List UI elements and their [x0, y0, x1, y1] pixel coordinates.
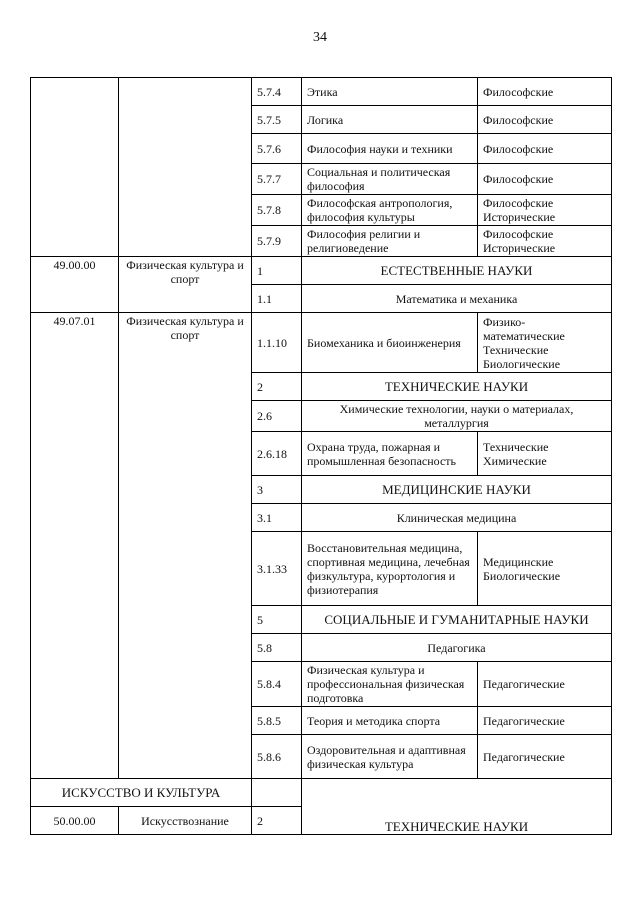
science-name: Оздоровительная и адаптивная физическая культура — [302, 735, 478, 779]
section-code: 3.1 — [252, 504, 302, 532]
table-row — [31, 257, 612, 285]
section-title: Химические технологии, науки о материалах, металлургия — [302, 401, 612, 432]
science-code: 5.7.4 — [252, 78, 302, 106]
section-title: СОЦИАЛЬНЫЕ И ГУМАНИТАРНЫЕ НАУКИ — [302, 606, 612, 634]
table-row — [31, 313, 612, 373]
science-branch: Философские — [478, 106, 612, 134]
science-branch: Технические Химические — [478, 432, 612, 476]
science-branch: Физико-математические Технические Биологические — [478, 313, 612, 373]
section-code: 2 — [252, 373, 302, 401]
science-code: 1.1.10 — [252, 313, 302, 373]
section-code: 2 — [252, 807, 302, 835]
science-branch: Философские — [478, 164, 612, 195]
specialty-name: Искусствознание — [119, 807, 252, 835]
specialty-code: 50.00.00 — [31, 807, 119, 835]
section-title: ТЕХНИЧЕСКИЕ НАУКИ — [302, 779, 612, 835]
specialties-table — [30, 77, 612, 835]
science-code: 5.7.5 — [252, 106, 302, 134]
table-row — [31, 779, 612, 807]
specialty-name: Физическая культура и спорт — [119, 257, 252, 313]
section-title: Клиническая медицина — [302, 504, 612, 532]
science-name: Философская антропология, философия культуры — [302, 195, 478, 226]
science-branch: Философские — [478, 78, 612, 106]
section-title: МЕДИЦИНСКИЕ НАУКИ — [302, 476, 612, 504]
science-name: Логика — [302, 106, 478, 134]
science-name: Социальная и политическая философия — [302, 164, 478, 195]
specialty-name: Физическая культура и спорт — [119, 313, 252, 779]
science-name: Восстановительная медицина, спортивная медицина, лечебная физкультура, курортология и физиотерапия — [302, 532, 478, 606]
science-name: Философия науки и техники — [302, 134, 478, 164]
science-name: Физическая культура и профессиональная физическая подготовка — [302, 662, 478, 707]
section-title: ЕСТЕСТВЕННЫЕ НАУКИ — [302, 257, 612, 285]
science-code: 5.7.8 — [252, 195, 302, 226]
page-number: 34 — [313, 30, 327, 45]
section-code: 2.6 — [252, 401, 302, 432]
science-branch: Философские Исторические — [478, 226, 612, 257]
section-code: 5.8 — [252, 634, 302, 662]
science-code: 5.8.6 — [252, 735, 302, 779]
science-name: Теория и методика спорта — [302, 707, 478, 735]
specialty-code: 49.07.01 — [31, 313, 119, 779]
science-branch: Педагогические — [478, 662, 612, 707]
table-row — [31, 78, 612, 106]
science-branch: Педагогические — [478, 735, 612, 779]
science-branch: Философские — [478, 134, 612, 164]
science-code: 2.6.18 — [252, 432, 302, 476]
section-title: ТЕХНИЧЕСКИЕ НАУКИ — [302, 373, 612, 401]
science-branch: Философские Исторические — [478, 195, 612, 226]
science-name: Охрана труда, пожарная и промышленная безопасность — [302, 432, 478, 476]
empty-cell — [31, 78, 119, 257]
science-name: Этика — [302, 78, 478, 106]
specialty-code: 49.00.00 — [31, 257, 119, 313]
section-code: 1.1 — [252, 285, 302, 313]
science-code: 5.7.6 — [252, 134, 302, 164]
science-code: 5.7.9 — [252, 226, 302, 257]
science-branch: Педагогические — [478, 707, 612, 735]
science-name: Биомеханика и биоинженерия — [302, 313, 478, 373]
section-code: 3 — [252, 476, 302, 504]
section-code: 1 — [252, 257, 302, 285]
science-branch: Медицинские Биологические — [478, 532, 612, 606]
science-code: 5.8.5 — [252, 707, 302, 735]
science-code: 5.8.4 — [252, 662, 302, 707]
group-title: ИСКУССТВО И КУЛЬТУРА — [31, 779, 252, 807]
empty-cell — [119, 78, 252, 257]
science-name: Философия религии и религиоведение — [302, 226, 478, 257]
science-code: 3.1.33 — [252, 532, 302, 606]
section-title: Педагогика — [302, 634, 612, 662]
section-title: Математика и механика — [302, 285, 612, 313]
empty-cell — [252, 779, 302, 807]
science-code: 5.7.7 — [252, 164, 302, 195]
section-code: 5 — [252, 606, 302, 634]
